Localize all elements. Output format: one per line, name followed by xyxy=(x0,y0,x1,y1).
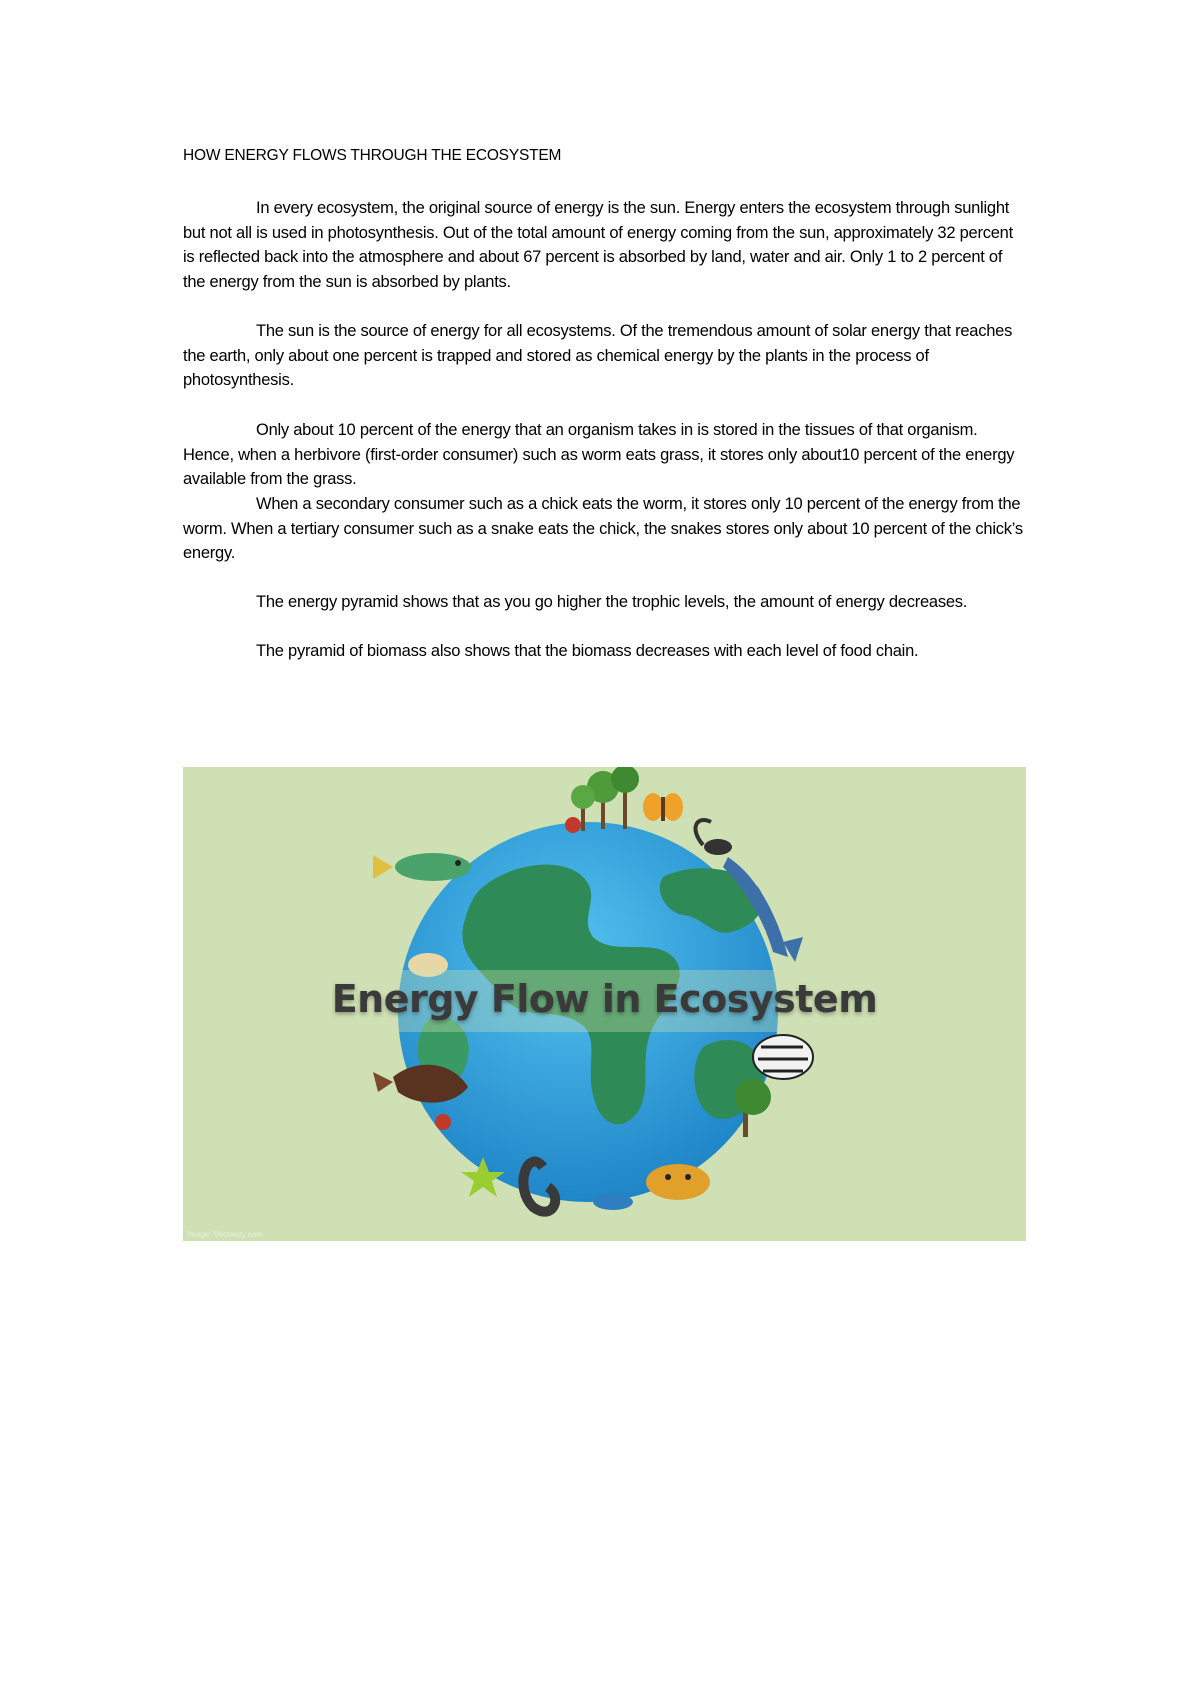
paragraph-text: When a secondary consumer such as a chick eats the worm, it stores only 10 percent of the energy from the worm. When a tertiary consumer such as a snake eats the chick, the snakes stores only about 10 percent of the chick’s energy. xyxy=(183,495,1023,563)
document-title: HOW ENERGY FLOWS THROUGH THE ECOSYSTEM xyxy=(183,147,562,164)
ecosystem-illustration xyxy=(183,767,1026,1241)
scorpion-icon xyxy=(695,820,732,855)
butterfly-icon xyxy=(643,793,683,821)
paragraph-sun-energy xyxy=(183,196,1028,294)
fish-icon xyxy=(593,1194,633,1210)
fish-icon xyxy=(373,853,471,881)
paragraph-biomass-pyramid xyxy=(183,639,1028,664)
ladybug-icon xyxy=(435,1114,451,1130)
paragraph-text: The energy pyramid shows that as you go higher the trophic levels, the amount of energy decreases. xyxy=(256,593,968,611)
paragraph-text: The sun is the source of energy for all ecosystems. Of the tremendous amount of solar energy that reaches the earth, only about one percent is trapped and stored as chemical energy by the plants in the process of photosynthesis. xyxy=(183,322,1013,390)
zebra-icon xyxy=(753,1035,813,1079)
paragraph-text: The pyramid of biomass also shows that the biomass decreases with each level of food chain. xyxy=(256,642,919,660)
spider-icon xyxy=(565,817,581,833)
crab-icon xyxy=(646,1164,710,1200)
paragraph-consumers xyxy=(183,492,1028,566)
paragraph-solar-source xyxy=(183,319,1028,393)
image-credit: Image: Vecteezy.com xyxy=(187,1230,263,1239)
tree-icon xyxy=(571,767,639,831)
figure-banner-text: Energy Flow in Ecosystem xyxy=(331,977,878,1021)
paragraph-ten-percent xyxy=(183,418,1028,492)
paragraph-text: In every ecosystem, the original source of energy is the sun. Energy enters the ecosystem through sunlight but not all is used in photosynthesis. Out of the total amount of energy coming from the sun, approximately 32 percent is reflected back into the atmosphere and about 67 percent is absorbed by land, water and air. Only 1 to 2 percent of the energy from the sun is absorbed by plants. xyxy=(183,199,1013,291)
tree-icon xyxy=(735,1079,771,1137)
paragraph-text: Only about 10 percent of the energy that an organism takes in is stored in the tissues of that organism. Hence, when a herbivore (first-order consumer) such as worm eats grass, it stores only about10 percent of the energy available from the grass. xyxy=(183,421,1015,489)
paragraph-energy-pyramid xyxy=(183,590,1028,615)
